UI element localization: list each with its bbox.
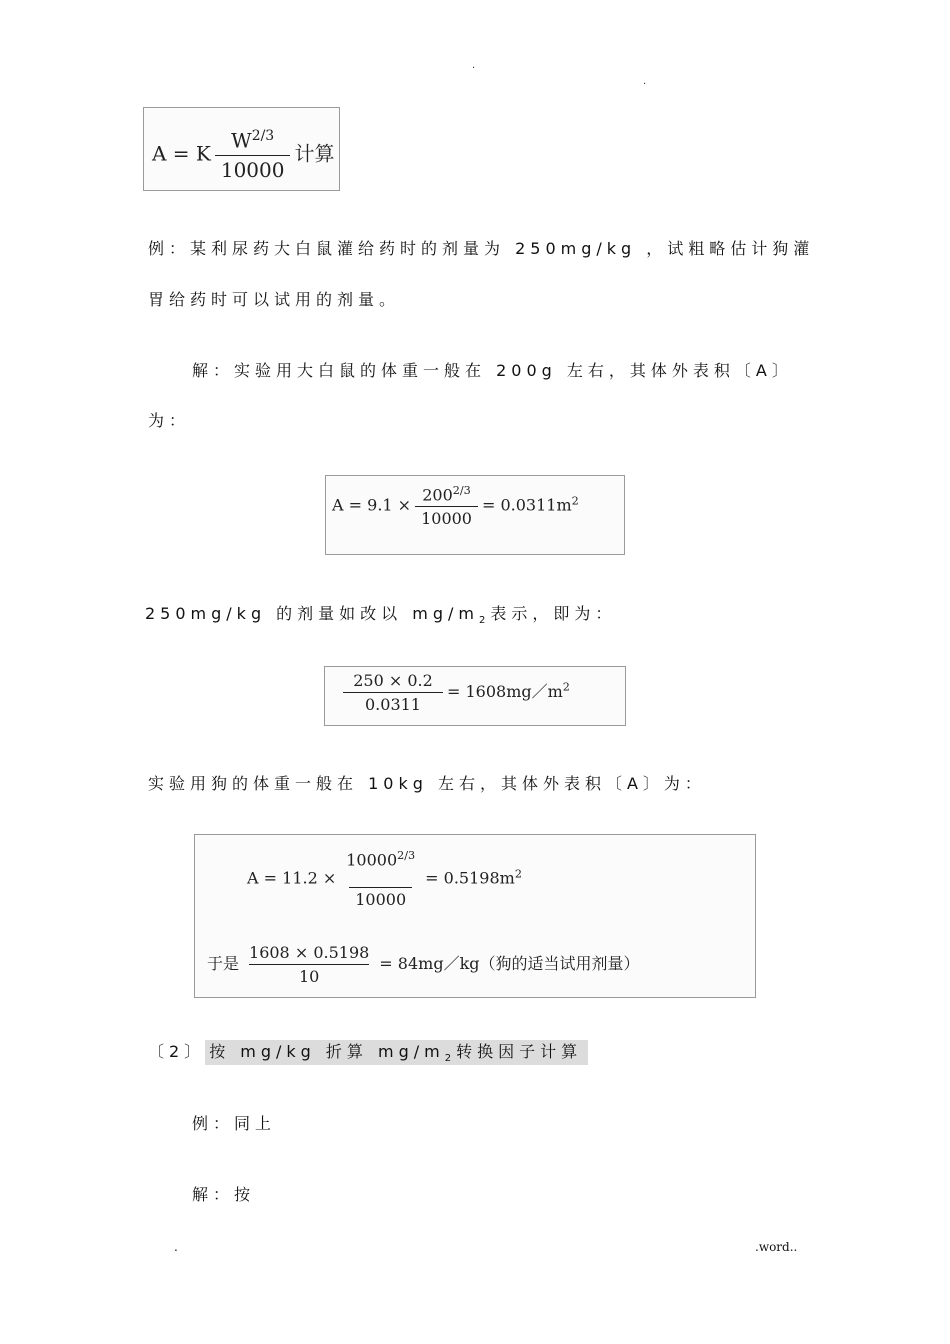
- formula-4-line-2: [207, 943, 640, 986]
- formula-3-rhs: = 1608mg／m: [446, 682, 563, 701]
- section-2-highlight-pre: 按 mg/kg 折算 mg/m: [209, 1042, 445, 1061]
- dose-conversion-text: [145, 601, 616, 626]
- formula-4-unit-exp: 2: [514, 867, 522, 881]
- formula-1-lhs: A = K: [152, 141, 211, 166]
- footer-dot: .: [174, 1240, 178, 1254]
- formula-2-unit-exp: 2: [571, 494, 579, 508]
- formula-3-numerator: 250 × 0.2: [353, 671, 433, 690]
- formula-2-rhs: = 0.0311m: [481, 495, 572, 515]
- formula-4-line2-rhs: = 84mg／kg（狗的适当试用剂量）: [379, 954, 640, 973]
- formula-2: [332, 484, 579, 528]
- example-1-line-1: 例：某利尿药大白鼠灌给药时的剂量为 250mg/kg ，试粗略估计狗灌: [148, 239, 815, 258]
- formula-3: [339, 671, 570, 714]
- dose-text-pre: 250mg/kg 的剂量如改以 mg/m: [145, 604, 479, 623]
- formula-4-line2-denominator: 10: [249, 964, 369, 986]
- formula-4-line2-numerator: 1608 × 0.5198: [249, 943, 370, 962]
- section-2-highlight: [205, 1040, 588, 1065]
- formula-4-rhs: = 0.5198m: [425, 868, 515, 888]
- header-dot-left: .: [472, 60, 476, 71]
- formula-4-denominator: 10000: [349, 887, 412, 909]
- formula-1-denominator: 10000: [215, 155, 291, 182]
- formula-4-exponent: 2/3: [397, 849, 416, 862]
- section-2-highlight-post: 转换因子计算: [456, 1042, 583, 1061]
- header-dot-right: .: [643, 76, 647, 87]
- formula-4-fraction: [340, 849, 421, 909]
- formula-1-fraction: [215, 128, 291, 182]
- formula-3-fraction: [343, 671, 443, 714]
- solution-1-line-1: 解：实验用大白鼠的体重一般在 200g 左右，其体外表积〔A〕: [192, 361, 793, 380]
- formula-image-4: [194, 834, 756, 998]
- section-2-heading: [148, 1039, 588, 1064]
- formula-4-line2-prefix: 于是: [207, 954, 240, 973]
- example-2-text: 例：同上: [192, 1114, 277, 1133]
- formula-2-lhs: A = 9.1 ×: [332, 495, 412, 515]
- formula-2-fraction: [415, 484, 478, 528]
- section-2-highlight-sub: 2: [444, 1053, 457, 1065]
- formula-4-numerator: 10000: [346, 850, 398, 870]
- formula-image-3: [324, 666, 626, 726]
- formula-2-exponent: 2/3: [452, 484, 471, 497]
- dose-text-sub: 2: [479, 615, 491, 627]
- formula-1: [152, 128, 334, 182]
- solution-1-line-2: 为：: [148, 411, 191, 430]
- formula-1-exponent: 2/3: [251, 128, 275, 144]
- formula-4-line-1: [247, 849, 522, 909]
- footer-word: .word..: [755, 1240, 798, 1254]
- formula-4-line2-fraction: [243, 943, 375, 986]
- example-1-line-2: 胃给药时可以试用的剂量。: [148, 290, 401, 309]
- formula-2-denominator: 10000: [415, 506, 478, 528]
- dog-surface-area-text: 实验用狗的体重一般在 10kg 左右，其体外表积〔A〕为：: [148, 774, 706, 793]
- formula-4-lhs: A = 11.2 ×: [247, 868, 337, 888]
- formula-1-numerator: W: [231, 128, 252, 153]
- formula-3-unit-exp: 2: [562, 680, 570, 694]
- dose-text-post: 表示，即为：: [490, 604, 617, 623]
- formula-2-numerator: 200: [422, 485, 453, 505]
- solution-2-text: 解：按: [192, 1185, 256, 1204]
- formula-image-1: [143, 107, 340, 191]
- formula-image-2: [325, 475, 625, 555]
- formula-1-suffix: 计算: [294, 141, 335, 166]
- section-2-label: 〔2〕: [148, 1042, 206, 1061]
- formula-3-denominator: 0.0311: [343, 692, 443, 714]
